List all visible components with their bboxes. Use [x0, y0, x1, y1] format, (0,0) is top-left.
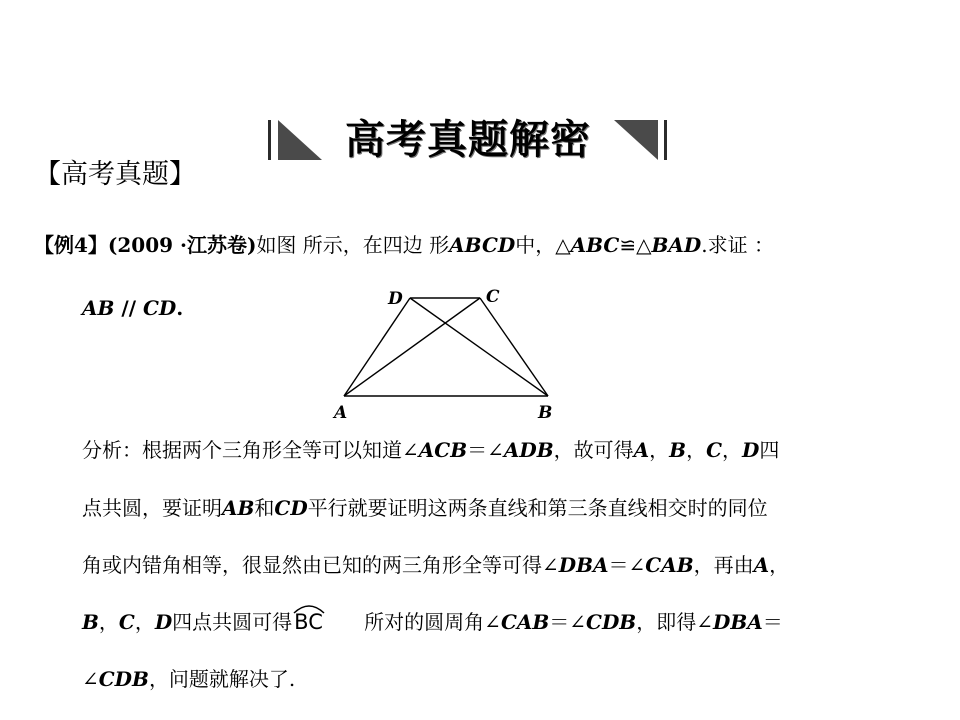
analysis-text: ， [769, 553, 790, 577]
analysis-line-3 [82, 549, 789, 581]
math-term: C [118, 610, 135, 634]
math-term: D [742, 438, 760, 462]
math-term: ABC [570, 233, 620, 257]
math-term: ACB [418, 438, 468, 462]
analysis-text: 四点共圆可得 [172, 610, 293, 634]
analysis-text: 四 [759, 438, 780, 462]
label-A: A [334, 403, 348, 423]
math-term: DBA [558, 553, 609, 577]
analysis-text: ，问题就解决了. [148, 667, 296, 691]
analysis-text: 点共圆，要证明 [82, 496, 222, 520]
quadrilateral-diagram [330, 284, 570, 424]
math-term: DBA [712, 610, 763, 634]
analysis-text: ， [98, 610, 119, 634]
math-term: B [669, 438, 687, 462]
math-term: CD [274, 496, 308, 520]
math-term: B [82, 610, 99, 634]
punctuation: . [176, 296, 184, 320]
analysis-text: ，即得∠ [636, 610, 713, 634]
math-term: AB [222, 496, 255, 520]
segment-AC [344, 298, 480, 396]
label-B: B [538, 403, 553, 423]
analysis-text: ， [686, 438, 707, 462]
segment-BD [410, 298, 548, 396]
analysis-text: ， [134, 610, 155, 634]
arc-BC [292, 606, 364, 638]
example-statement [34, 229, 774, 261]
parallel-symbol: // [114, 296, 143, 320]
congruent-symbol: ≌△ [619, 233, 652, 257]
math-term: ABCD [449, 233, 516, 257]
math-term: CD [142, 296, 177, 320]
example-text: .求证 ： [701, 233, 774, 257]
analysis-text: 平行就要证明这两条直线和第三条直线相交时的同位 [307, 496, 768, 520]
analysis-line-1 [82, 434, 779, 466]
example-tag: 【例4】 [34, 233, 108, 257]
analysis-text: ＝∠ [467, 438, 504, 462]
analysis-text: 分析：根据两个三角形全等可以知道∠ [82, 438, 419, 462]
analysis-line-2 [82, 492, 768, 524]
example-source: (2009 ·江苏卷) [107, 233, 257, 257]
analysis-text: ＝∠ [608, 553, 646, 577]
example-claim [82, 292, 183, 324]
math-term: A [753, 553, 770, 577]
math-term: A [633, 438, 650, 462]
math-term: CAB [645, 553, 694, 577]
analysis-text: ， [722, 438, 742, 462]
segment-AD [344, 298, 410, 396]
arc-icon [292, 602, 326, 614]
section-label: 【高考真题】 [34, 159, 196, 190]
analysis-line-4 [82, 606, 783, 638]
math-term: D [154, 610, 173, 634]
banner-left-triangle-icon [278, 120, 322, 160]
math-term: CDB [98, 667, 149, 691]
analysis-line-5 [82, 663, 295, 695]
analysis-text: ，再由 [693, 553, 754, 577]
banner-left-bar [268, 120, 271, 160]
segment-BC [480, 298, 548, 396]
analysis-text: ∠ [82, 667, 99, 691]
label-C: C [486, 287, 500, 307]
analysis-text: ， [649, 438, 670, 462]
math-term: ADB [503, 438, 554, 462]
analysis-text: ＝∠ [549, 610, 587, 634]
section-banner [268, 116, 668, 164]
analysis-text: ，故可得 [553, 438, 634, 462]
math-term: CDB [586, 610, 637, 634]
banner-right-triangle-icon [614, 120, 658, 160]
math-term: C [706, 438, 722, 462]
analysis-text: 和 [254, 496, 275, 520]
analysis-text: 角或内错角相等，很显然由已知的两三角形全等可得∠ [82, 553, 559, 577]
banner-right-bar [664, 120, 667, 160]
arc-text: BC [294, 610, 323, 634]
analysis-text: ＝ [762, 610, 783, 634]
math-term: AB [82, 296, 115, 320]
example-text: 中，△ [515, 233, 571, 257]
label-D: D [388, 289, 403, 309]
banner-title: 高考真题解密 [345, 117, 591, 163]
analysis-text: 所对的圆周角∠ [364, 610, 501, 634]
math-term: BAD [651, 233, 702, 257]
example-text: 如图 所示，在四边 形 [256, 233, 450, 257]
math-term: CAB [500, 610, 550, 634]
